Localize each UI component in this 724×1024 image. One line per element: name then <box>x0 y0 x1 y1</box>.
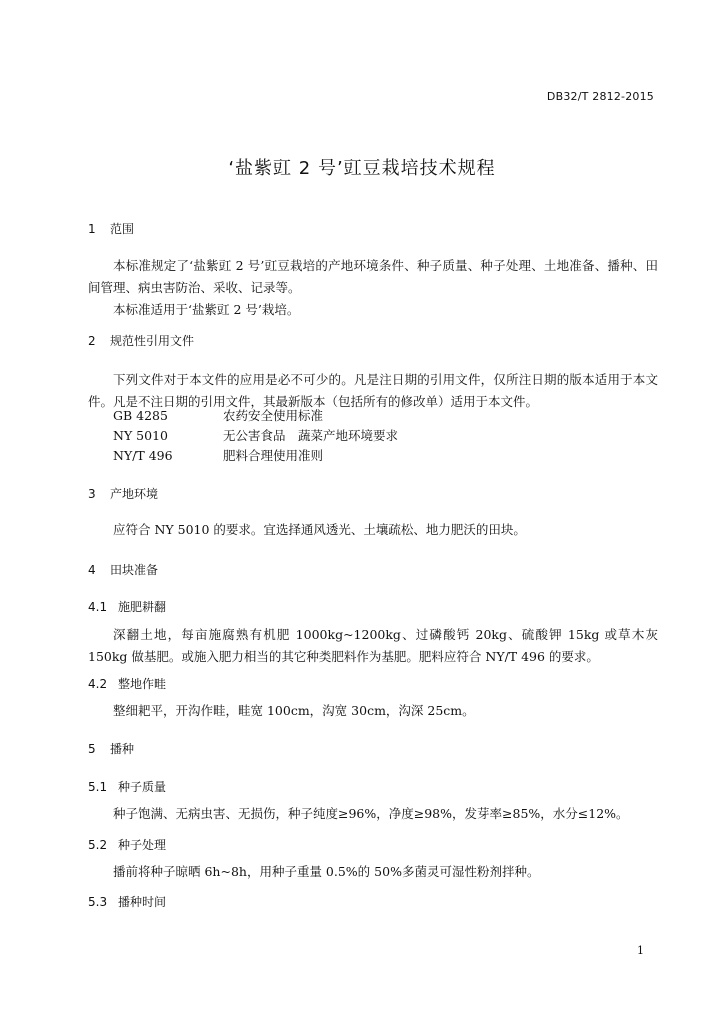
section-number: 5.2 <box>88 838 108 852</box>
paragraph: 播前将种子晾晒 6h~8h，用种子重量 0.5%的 50%多菌灵可湿性粉剂拌种。 <box>113 864 540 879</box>
reference-code: NY 5010 <box>113 428 168 443</box>
section-number: 2 <box>88 334 96 348</box>
page-number: 1 <box>637 944 644 957</box>
section-2-heading <box>88 332 658 350</box>
section-5-2-heading <box>88 836 658 854</box>
section-title: 整地作畦 <box>118 677 167 691</box>
section-title: 播种 <box>110 742 135 756</box>
section-title: 播种时间 <box>118 895 167 909</box>
section-title: 施肥耕翻 <box>118 600 167 614</box>
section-number: 4.2 <box>88 677 108 691</box>
section-title: 种子处理 <box>118 838 167 852</box>
reference-row <box>113 406 398 426</box>
section-title: 范围 <box>110 222 135 236</box>
section-number: 5.1 <box>88 780 108 794</box>
reference-row <box>113 446 398 466</box>
normative-references <box>113 406 398 466</box>
paragraph: 种子饱满、无病虫害、无损伤，种子纯度≥96%，净度≥98%，发芽率≥85%，水分≤12%。 <box>113 806 629 821</box>
section-5-3-heading <box>88 893 658 911</box>
section-number: 1 <box>88 222 96 236</box>
section-1-body <box>88 255 658 321</box>
reference-title: 无公害食品 蔬菜产地环境要求 <box>223 428 399 443</box>
paragraph: 本标准规定了‘盐紫豇 2 号’豇豆栽培的产地环境条件、种子质量、种子处理、土地准备、播种、田间管理、病虫害防治、采收、记录等。 <box>88 258 658 295</box>
section-4-1-body <box>88 624 658 668</box>
reference-code: NY/T 496 <box>113 448 173 463</box>
reference-title: 农药安全使用标准 <box>223 408 324 423</box>
reference-code: GB 4285 <box>113 408 168 423</box>
paragraph: 下列文件对于本文件的应用是必不可少的。凡是注日期的引用文件，仅所注日期的版本适用于本文件。凡是不注日期的引用文件，其最新版本（包括所有的修改单）适用于本文件。 <box>88 372 658 409</box>
section-title: 产地环境 <box>110 487 159 501</box>
section-4-heading <box>88 561 658 579</box>
document-title: ‘盐紫豇 2 号’豇豆栽培技术规程 <box>228 158 496 179</box>
section-number: 5.3 <box>88 895 108 909</box>
section-number: 5 <box>88 742 96 756</box>
section-5-heading <box>88 740 658 758</box>
section-5-1-body <box>88 803 658 825</box>
paragraph: 本标准适用于‘盐紫豇 2 号’栽培。 <box>113 302 300 317</box>
paragraph: 深翻土地，每亩施腐熟有机肥 1000kg~1200kg、过磷酸钙 20kg、硫酸钾 15kg 或草木灰 150kg 做基肥。或施入肥力相当的其它种类肥料作为基肥。肥料应符合 NY/T 496 的要求。 <box>88 627 658 664</box>
paragraph: 整细耙平，开沟作畦，畦宽 100cm，沟宽 30cm，沟深 25cm。 <box>113 703 475 718</box>
section-number: 3 <box>88 487 96 501</box>
section-number: 4.1 <box>88 600 108 614</box>
section-title: 田块准备 <box>110 563 159 577</box>
section-3-body <box>88 519 658 541</box>
reference-title: 肥料合理使用准则 <box>223 448 324 463</box>
section-5-1-heading <box>88 778 658 796</box>
standard-code: DB32/T 2812-2015 <box>546 90 654 103</box>
section-3-heading <box>88 485 658 503</box>
section-5-2-body <box>88 861 658 883</box>
section-1-heading <box>88 220 658 238</box>
section-number: 4 <box>88 563 96 577</box>
section-4-2-heading <box>88 675 658 693</box>
section-title: 种子质量 <box>118 780 167 794</box>
paragraph: 应符合 NY 5010 的要求。宜选择通风透光、土壤疏松、地力肥沃的田块。 <box>113 522 526 537</box>
reference-row <box>113 426 398 446</box>
section-4-2-body <box>88 700 658 722</box>
section-title: 规范性引用文件 <box>110 334 195 348</box>
section-4-1-heading <box>88 598 658 616</box>
